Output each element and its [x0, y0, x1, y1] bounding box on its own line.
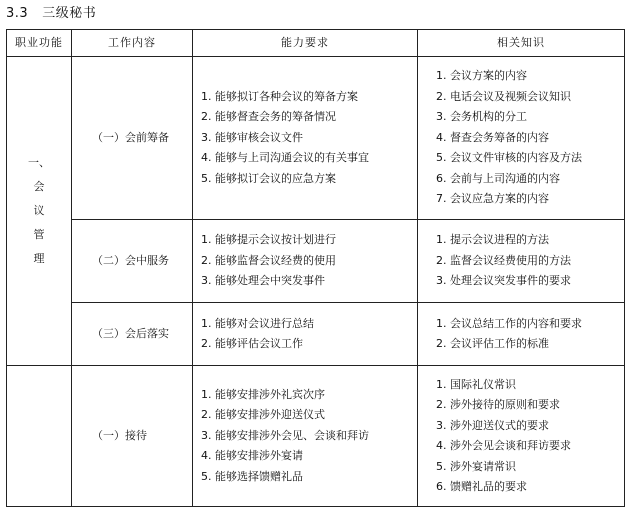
- work-content-cell: （一）会前筹备: [72, 57, 193, 220]
- list-item: 1. 能够对会议进行总结: [201, 316, 314, 330]
- knowledge-list: [418, 220, 625, 303]
- knowledge-list: [418, 366, 625, 507]
- ability-list: [193, 57, 418, 220]
- list-item: 6. 会前与上司沟通的内容: [436, 171, 560, 185]
- list-item: 2. 会议评估工作的标准: [436, 337, 549, 350]
- table-row: [7, 220, 625, 303]
- list-item: 2. 能够监督会议经费的使用: [201, 253, 336, 267]
- list-item: 5. 会议文件审核的内容及方法: [436, 151, 582, 165]
- list-item: 1. 国际礼仪常识: [436, 377, 516, 391]
- list-item: 1. 提示会议进程的方法: [436, 233, 549, 247]
- knowledge-list: [418, 303, 625, 366]
- list-item: 4. 能够安排涉外宴请: [201, 449, 303, 463]
- list-item: 5. 涉外宴请常识: [436, 459, 516, 473]
- header-function: 职业功能: [7, 30, 72, 57]
- list-item: 3. 涉外迎送仪式的要求: [436, 418, 549, 432]
- section-title: 三级秘书: [42, 6, 97, 21]
- list-item: 2. 监督会议经费使用的方法: [436, 253, 571, 267]
- list-item: 7. 会议应急方案的内容: [436, 192, 549, 206]
- list-item: 2. 能够评估会议工作: [201, 337, 303, 350]
- list-item: 4. 涉外会见会谈和拜访要求: [436, 439, 571, 452]
- list-item: 3. 会务机构的分工: [436, 110, 527, 124]
- ability-list: [193, 220, 418, 303]
- list-item: 2. 能够督查会务的筹备情况: [201, 110, 336, 124]
- header-work-content: 工作内容: [72, 30, 193, 57]
- list-item: 1. 能够安排涉外礼宾次序: [201, 387, 325, 401]
- list-item: 3. 能够处理会中突发事件: [201, 274, 325, 288]
- section-heading: [6, 2, 96, 21]
- table-row: [7, 57, 625, 220]
- list-item: 3. 处理会议突发事件的要求: [436, 274, 571, 288]
- table-row: [7, 303, 625, 366]
- work-content-cell: （二）会中服务: [72, 220, 193, 303]
- section-number: 3.3: [6, 6, 29, 21]
- list-item: 3. 能够审核会议文件: [201, 130, 303, 144]
- list-item: 4. 督查会务筹备的内容: [436, 130, 549, 144]
- table-row: [7, 366, 625, 507]
- list-item: 6. 馈赠礼品的要求: [436, 480, 527, 493]
- standards-table: [6, 29, 625, 507]
- knowledge-list: [418, 57, 625, 220]
- list-item: 1. 会议总结工作的内容和要求: [436, 316, 582, 330]
- work-content-cell: （三）会后落实: [72, 303, 193, 366]
- ability-list: [193, 303, 418, 366]
- list-item: 4. 能够与上司沟通会议的有关事宜: [201, 151, 369, 165]
- table-header-row: [7, 30, 625, 57]
- list-item: 2. 电话会议及视频会议知识: [436, 89, 571, 103]
- list-item: 1. 能够拟订各种会议的筹备方案: [201, 89, 358, 103]
- list-item: 1. 会议方案的内容: [436, 69, 527, 83]
- function-cell-meeting-management: 一、 会 议 管 理: [7, 57, 72, 366]
- list-item: 1. 能够提示会议按计划进行: [201, 233, 336, 247]
- work-content-cell: （一）接待: [72, 366, 193, 507]
- list-item: 3. 能够安排涉外会见、会谈和拜访: [201, 428, 369, 442]
- list-item: 2. 能够安排涉外迎送仪式: [201, 408, 325, 422]
- header-knowledge: 相关知识: [418, 30, 625, 57]
- list-item: 5. 能够选择馈赠礼品: [201, 469, 303, 483]
- function-cell-empty: [7, 366, 72, 507]
- ability-list: [193, 366, 418, 507]
- list-item: 5. 能够拟订会议的应急方案: [201, 171, 336, 185]
- list-item: 2. 涉外接待的原则和要求: [436, 398, 560, 411]
- header-ability: 能力要求: [193, 30, 418, 57]
